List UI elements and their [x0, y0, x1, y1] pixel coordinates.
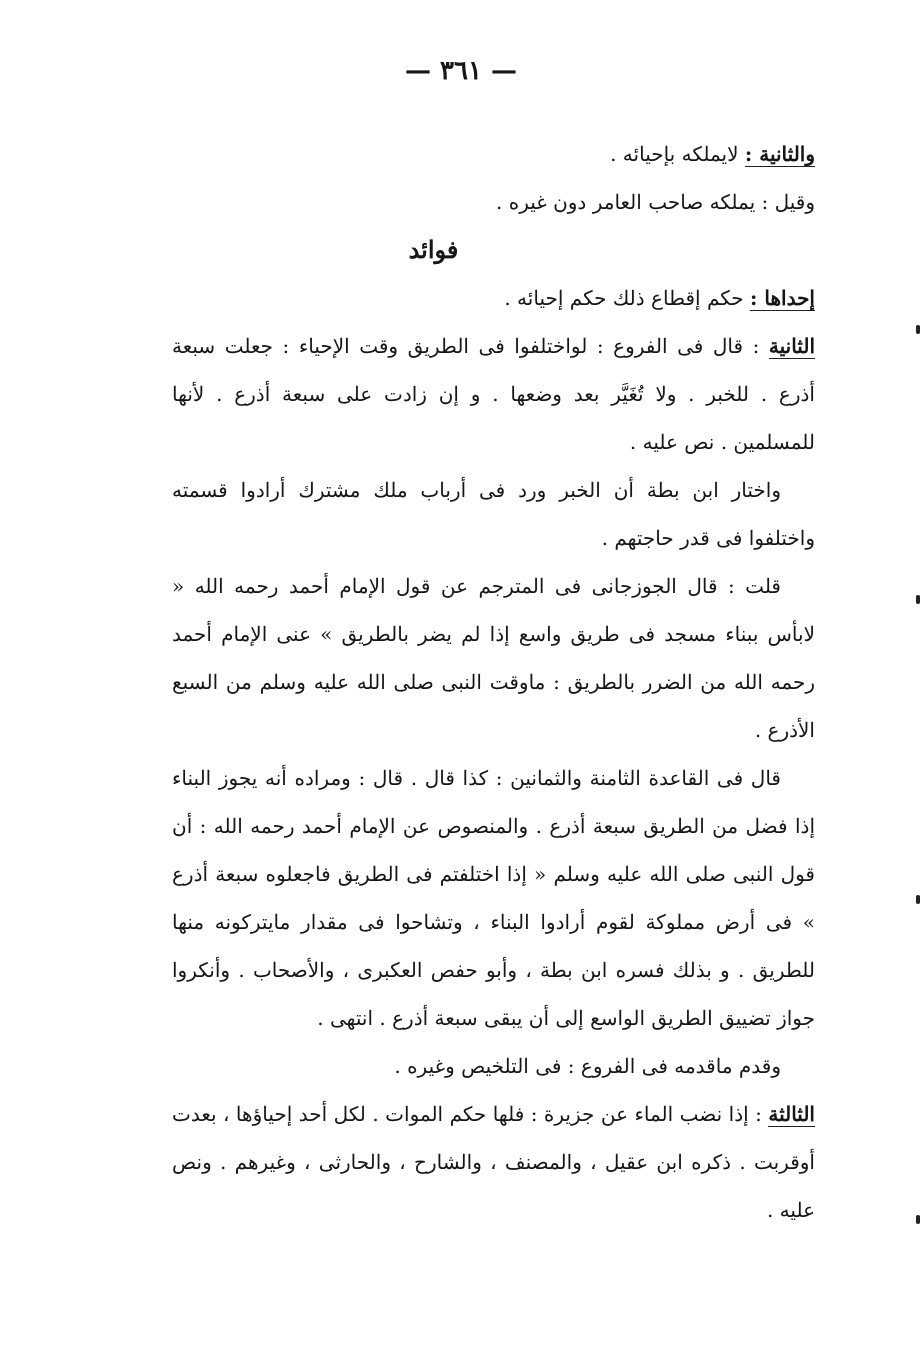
section-heading: فوائد	[408, 235, 459, 264]
paragraph-text: قال فى القاعدة الثامنة والثمانين : كذا قال . قال : ومراده أنه يجوز البناء إذا فضل من الطريق سبعة أذرع . والمنصوص عن الإمام أحمد رحمه الله : أن قول النبى صلى الله عليه وسلم « إذا اختلفتم فى الطريق فاجعلوه سبعة أذرع » فى أرض مملوكة لقوم أرادوا البناء ، وتشاحوا فى مقدار مايتركونه منها للطريق . و بذلك فسره ابن بطة ، وأبو حفص العكبرى ، والأصحاب . وأنكروا جواز تضييق الطريق الواسع إلى أن يبقى سبعة أذرع . انتهى .	[172, 766, 815, 1030]
paragraph	[172, 562, 815, 754]
paragraph-text: : قال فى الفروع : لواختلفوا فى الطريق وقت الإحياء : جعلت سبعة أذرع . للخبر . ولا تُغَيَّر بعد وضعها . و إن زادت على سبعة أذرع . لأنها للمسلمين . نص عليه .	[172, 334, 815, 454]
paragraph-text: وقيل : يملكه صاحب العامر دون غيره .	[496, 190, 815, 214]
paragraph-text: قلت : قال الجوزجانى فى المترجم عن قول الإمام أحمد رحمه الله « لابأس ببناء مسجد فى طريق واسع إذا لم يضر بالطريق » عنى الإمام أحمد رحمه الله من الضرر بالطريق : ماوقت النبى صلى الله عليه وسلم من السبع الأذرع .	[172, 574, 815, 742]
paragraph	[172, 322, 815, 466]
page-edge-mark	[916, 325, 920, 334]
paragraph-text: واختار ابن بطة أن الخبر ورد فى أرباب ملك مشترك أرادوا قسمته واختلفوا فى قدر حاجتهم .	[172, 478, 815, 550]
paragraph	[172, 130, 815, 178]
paragraph-text: حكم إقطاع ذلك حكم إحيائه .	[504, 286, 751, 310]
paragraph-text: لايملكه بإحيائه .	[610, 142, 745, 166]
paragraph	[172, 1090, 815, 1234]
paragraph	[172, 754, 815, 1042]
paragraph-lead: الثالثة	[768, 1102, 815, 1126]
paragraph-text: وقدم ماقدمه فى الفروع : فى التلخيص وغيره .	[394, 1054, 781, 1078]
page-number: — ٣٦١ —	[404, 56, 518, 86]
page-edge-mark	[916, 1215, 920, 1224]
paragraph	[172, 274, 815, 322]
paragraph-lead: الثانية	[768, 334, 815, 358]
page-content	[172, 130, 815, 1234]
paragraph	[172, 1042, 815, 1090]
page-edge-mark	[916, 595, 920, 604]
paragraph	[172, 466, 815, 562]
paragraph-text: : إذا نضب الماء عن جزيرة : فلها حكم الموات . لكل أحد إحياؤها ، بعدت أوقربت . ذكره ابن عقيل ، والمصنف ، والشارح ، والحارثى ، وغيرهم . ونص عليه .	[172, 1102, 815, 1222]
page-edge-mark	[916, 895, 920, 904]
paragraph-lead: والثانية :	[744, 142, 815, 166]
paragraph	[172, 178, 815, 226]
paragraph-lead: إحداها :	[750, 286, 815, 310]
